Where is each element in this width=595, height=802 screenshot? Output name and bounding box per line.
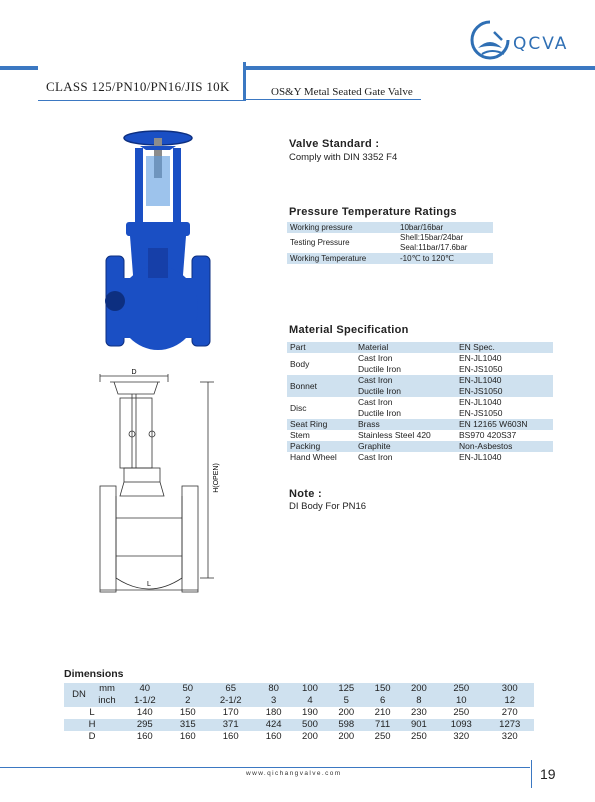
valve-dimension-drawing	[96, 368, 231, 598]
table-cell: 320	[501, 731, 518, 742]
material-heading: Material Specification	[289, 324, 409, 336]
table-row	[287, 419, 553, 430]
table-cell: Non-Asbestos	[459, 441, 513, 451]
table-cell: Working pressure	[290, 222, 353, 232]
table-header: L	[89, 707, 95, 718]
table-header: inch	[98, 695, 116, 706]
table-cell: 140	[136, 707, 153, 718]
table-cell: 180	[265, 707, 282, 718]
table-cell: Ductile Iron	[358, 408, 401, 418]
table-cell: 170	[222, 707, 239, 718]
table-cell: 100	[302, 683, 318, 694]
table-cell: 315	[179, 719, 196, 730]
drawing-label-l: L	[147, 581, 151, 588]
table-cell: 65	[225, 683, 236, 694]
table-cell: 230	[410, 707, 427, 718]
table-cell: 80	[268, 683, 279, 694]
class-title: CLASS 125/PN10/PN16/JIS 10K	[46, 79, 230, 94]
subtitle-rule	[243, 99, 421, 100]
table-cell: 6	[379, 695, 386, 706]
material-table	[287, 342, 553, 463]
table-cell: 10bar/16bar	[400, 222, 444, 232]
table-cell: 711	[375, 719, 391, 730]
table-cell: Ductile Iron	[358, 386, 401, 396]
table-cell: 424	[265, 719, 282, 730]
table-row	[287, 233, 493, 253]
table-cell: 250	[453, 683, 470, 694]
table-cell: BS970 420S37	[459, 430, 517, 440]
table-cell: 3	[271, 695, 277, 706]
table-cell: 190	[302, 707, 318, 718]
table-row	[287, 353, 553, 364]
table-cell: Brass	[358, 419, 380, 429]
drawing-label-d: D	[131, 369, 137, 376]
table-cell: 200	[338, 707, 355, 718]
valve-standard-heading: Valve Standard :	[289, 138, 380, 150]
table-cell: 2-1/2	[219, 695, 242, 706]
table-cell: -10℃ to 120℃	[400, 253, 454, 263]
pressure-heading: Pressure Temperature Ratings	[289, 206, 457, 218]
table-header: H	[88, 719, 96, 730]
table-cell: Stem	[290, 430, 310, 440]
table-cell-line: Seal:11bar/17.6bar	[400, 243, 468, 252]
table-cell: 598	[338, 719, 355, 730]
table-cell: 371	[222, 719, 239, 730]
table-cell: Working Temperature	[290, 253, 367, 263]
table-cell: EN-JS1050	[459, 364, 503, 374]
table-cell: 2	[185, 695, 191, 706]
table-cell: Cast Iron	[358, 353, 393, 363]
table-cell: Stainless Steel 420	[358, 430, 431, 440]
table-header: mm	[99, 683, 115, 694]
table-cell: 901	[410, 719, 427, 730]
table-cell: 160	[265, 731, 282, 742]
valve-standard-text: Comply with DIN 3352 F4	[289, 152, 398, 163]
table-cell: Disc	[290, 402, 307, 413]
table-header-row	[287, 342, 553, 353]
table-cell: EN-JL1040	[459, 375, 502, 385]
table-cell: 1273	[499, 719, 521, 730]
table-row	[287, 397, 553, 408]
table-cell: 150	[374, 683, 391, 694]
table-cell: Testing Pressure	[290, 238, 350, 247]
table-cell: 125	[338, 683, 355, 694]
table-row	[64, 707, 534, 719]
table-row	[287, 441, 553, 452]
table-row	[287, 452, 553, 463]
table-row	[64, 719, 534, 731]
note-text: DI Body For PN16	[289, 501, 367, 512]
table-cell: 250	[374, 731, 391, 742]
table-cell: 200	[338, 731, 355, 742]
table-cell: 160	[136, 731, 153, 742]
table-cell: 160	[179, 731, 196, 742]
table-cell: EN 12165 W603N	[459, 419, 528, 429]
qcva-logo-icon	[468, 18, 512, 62]
table-cell: 270	[501, 707, 518, 718]
table-row	[287, 375, 553, 386]
table-cell: Packing	[290, 441, 321, 451]
table-cell: 4	[307, 695, 313, 706]
page-number: 19	[540, 766, 556, 782]
table-row	[287, 253, 493, 264]
table-cell: 1093	[450, 719, 472, 730]
table-cell: 50	[182, 683, 194, 694]
table-cell: 300	[501, 683, 518, 694]
table-cell: 160	[222, 731, 239, 742]
table-cell: 295	[136, 719, 153, 730]
table-cell: 8	[416, 695, 422, 706]
table-row	[64, 683, 534, 695]
table-cell: EN-JS1050	[459, 408, 503, 418]
drawing-label-h: H(OPEN)	[213, 463, 220, 493]
table-cell: 320	[453, 731, 470, 742]
valve-photo	[100, 128, 216, 358]
table-cell: Seat Ring	[290, 419, 328, 429]
table-cell: 12	[504, 695, 516, 706]
table-cell: Cast Iron	[358, 375, 393, 385]
pressure-table	[287, 222, 493, 264]
table-cell-line: Shell:15bar/24bar	[400, 233, 464, 242]
footer-rule	[0, 767, 530, 768]
table-cell: 40	[139, 683, 151, 694]
table-cell: 200	[410, 683, 427, 694]
table-cell: 200	[302, 731, 318, 742]
table-cell: Hand Wheel	[290, 452, 337, 462]
table-cell: Ductile Iron	[358, 364, 401, 374]
table-cell: EN-JS1050	[459, 386, 503, 396]
table-cell: Graphite	[358, 441, 391, 451]
table-cell: EN-JL1040	[459, 353, 502, 363]
footer-url: www.qichangvalve.com	[246, 770, 342, 777]
table-cell: 150	[179, 707, 196, 718]
dimensions-heading: Dimensions	[64, 668, 124, 680]
table-cell: EN-JL1040	[459, 452, 502, 462]
table-row	[64, 731, 534, 743]
table-cell: 250	[410, 731, 427, 742]
table-cell: 250	[453, 707, 470, 718]
table-header: EN Spec.	[459, 342, 495, 352]
valve-type-title: OS&Y Metal Seated Gate Valve	[271, 86, 413, 98]
table-cell: 10	[455, 695, 467, 706]
table-header: Part	[290, 342, 306, 352]
note-heading: Note :	[289, 488, 322, 500]
table-cell: 500	[302, 719, 318, 730]
table-cell: 210	[374, 707, 391, 718]
table-header: D	[88, 731, 96, 742]
table-cell: 5	[343, 695, 349, 706]
table-header: DN	[64, 683, 94, 707]
dimensions-table	[64, 683, 534, 743]
table-cell: EN-JL1040	[459, 397, 502, 407]
table-row	[287, 430, 553, 441]
logo-text: QCVA	[513, 34, 569, 54]
table-row	[287, 222, 493, 233]
table-cell: 1-1/2	[133, 695, 156, 706]
page-number-divider	[531, 760, 532, 788]
table-cell	[397, 233, 493, 253]
table-cell: Bonnet	[287, 375, 355, 397]
table-header: Material	[358, 342, 389, 352]
table-row	[64, 695, 534, 707]
table-cell: Cast Iron	[358, 397, 393, 407]
table-cell: Body	[290, 358, 310, 369]
table-cell: Cast Iron	[358, 452, 393, 462]
